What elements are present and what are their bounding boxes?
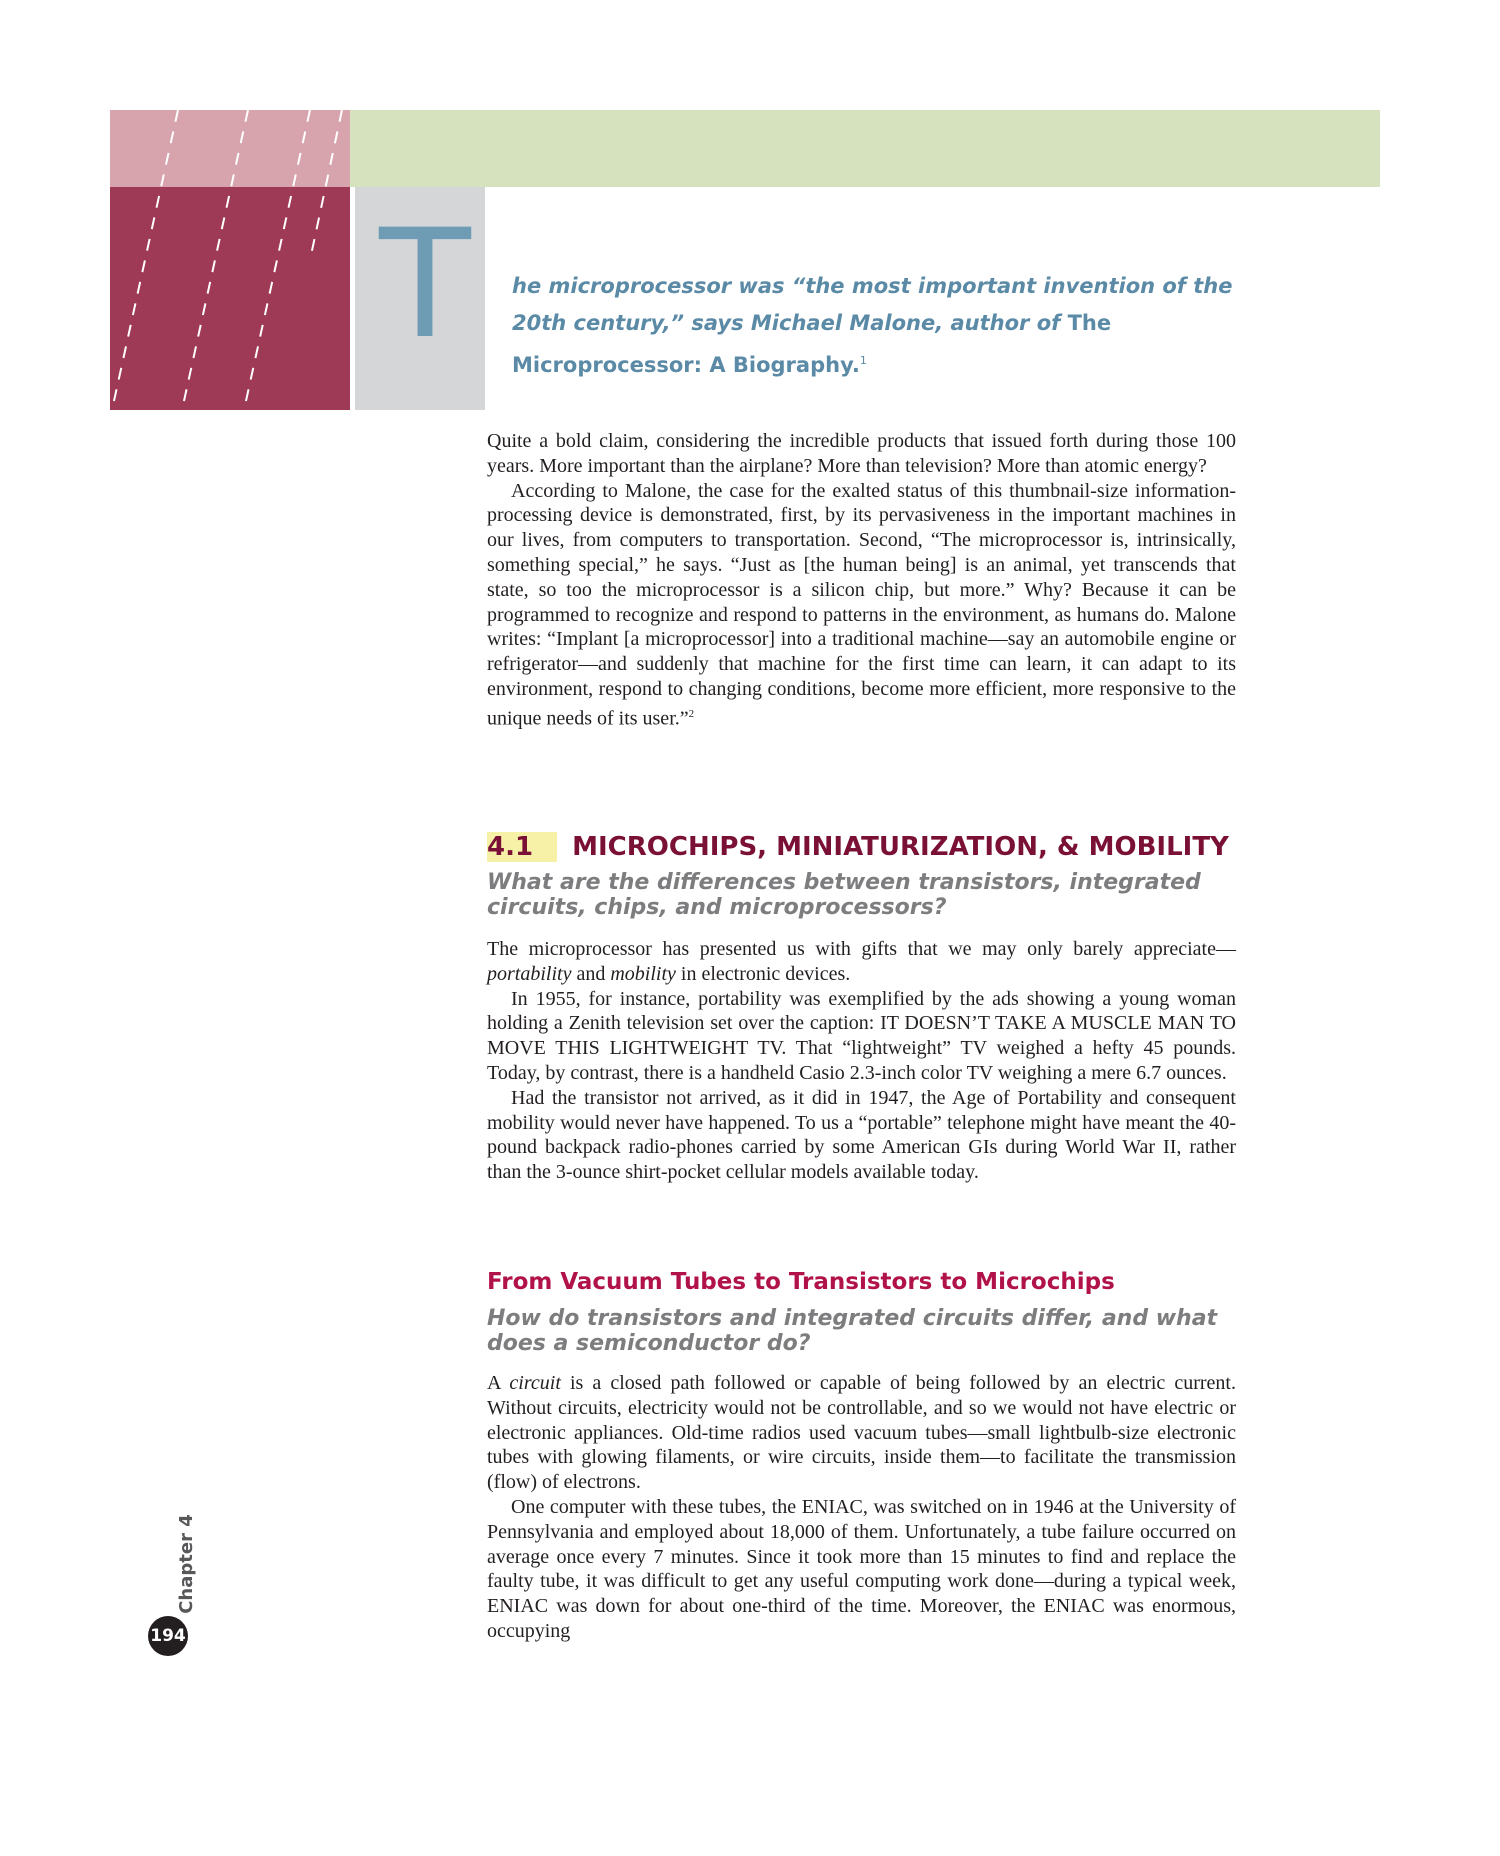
intro-body — [487, 429, 1236, 731]
intro-paragraph-2-text: According to Malone, the case for the exalted status of this thumbnail-size information-processing device is demonstrated, first, by its pervasiveness in the important machines in our lives, from computers to transportation. Second, “The microprocessor is, intrinsically, something special,” he says. “Just as [the human being] is an animal, yet transcends that state, so too the microprocessor is a silicon chip, but more.” Why? Because it can be programmed to recognize and respond to patterns in the environment, as humans do. Malone writes: “Implant [a microprocessor] into a traditional machine—say an automobile engine or refrigerator—and suddenly that machine for the first time can learn, it can adapt to its environment, respond to changing conditions, become more efficient, more responsive to the unique needs of its user.” — [487, 479, 1236, 730]
term-mobility: mobility — [610, 962, 676, 985]
subsection-body — [487, 1371, 1236, 1644]
intro-footnote-2-marker: 2 — [688, 707, 695, 720]
section-paragraph-1-text-b: in electronic devices. — [675, 962, 851, 985]
intro-quote — [512, 268, 1272, 384]
subsection-paragraph-1-text-b: is a closed path followed or capable of being followed by an electric current. Without circuits, electricity would not be controllable, and so we would not have electric or electronic appliances. Old-time radios used vacuum tubes—small lightbulb-size electronic tubes with glowing filaments, or wire circuits, inside them—to facilitate the transmission (flow) of electrons. — [487, 1372, 1236, 1494]
section-body — [487, 937, 1236, 1185]
subsection-paragraph-1-text-a: A — [487, 1372, 510, 1394]
section-question: What are the differences between transistors, integrated circuits, chips, and microprocessors? — [487, 870, 1201, 920]
subsection-heading: From Vacuum Tubes to Transistors to Microchips — [487, 1269, 1115, 1295]
section-paragraph-1 — [487, 937, 1236, 987]
intro-paragraph-1: Quite a bold claim, considering the incredible products that issued forth during those 100 years. More important than the airplane? More than television? More than atomic energy? — [487, 430, 1236, 477]
intro-paragraph-2 — [487, 479, 1236, 732]
section-paragraph-1-and: and — [571, 962, 611, 985]
section-number: 4.1 — [487, 832, 557, 862]
section-heading — [487, 830, 1267, 864]
header-band — [350, 110, 1380, 187]
page-number: 194 — [148, 1616, 188, 1656]
subsection-paragraph-2: One computer with these tubes, the ENIAC, was switched on in 1946 at the University of Pennsylvania and employed about 18,000 of them. Unfortunately, a tube failure occurred on average once every 7 minutes. Since it took more than 15 minutes to find and replace the faulty tube, it was difficult to get any useful computing work done—during a typical week, ENIAC was down for about one-third of the time. Moreover, the ENIAC was enormous, occupying — [487, 1495, 1236, 1642]
chapter-label: Chapter 4 — [176, 1514, 197, 1614]
term-portability: portability — [487, 962, 572, 985]
intro-footnote-marker: 1 — [859, 354, 867, 367]
subsection-question: How do transistors and integrated circuits differ, and what does a semiconductor do? — [487, 1306, 1218, 1356]
section-paragraph-3: Had the transistor not arrived, as it did in 1947, the Age of Portability and consequent mobility would never have happened. To us a “portable” telephone might have meant the 40-pound backpack radio-phones carried by some American GIs during World War II, rather than the 3-ounce shirt-pocket cellular models available today. — [487, 1086, 1236, 1184]
section-paragraph-2: In 1955, for instance, portability was exemplified by the ads showing a young woman holding a Zenith television set over the caption: IT DOESN’T TAKE A MUSCLE MAN TO MOVE THIS LIGHTWEIGHT TV. That “lightweight” TV weighed a hefty 45 pounds. Today, by contrast, there is a handheld Casio 2.3-inch color TV weighing a mere 6.7 ounces. — [487, 987, 1236, 1084]
diagonal-dash-pattern — [110, 110, 350, 410]
term-circuit: circuit — [509, 1372, 561, 1394]
intro-book-title: The Microprocessor: A Biography. — [512, 311, 1112, 377]
section-title: MICROCHIPS, MINIATURIZATION, & MOBILITY — [572, 832, 1229, 862]
subsection-paragraph-1 — [487, 1371, 1236, 1495]
section-paragraph-1-text-a: The microprocessor has presented us with gifts that we may only barely appreciate— — [487, 938, 1236, 960]
drop-cap: T — [379, 198, 471, 372]
intro-quote-text: he microprocessor was “the most important invention of the 20th century,” says Michael Malone, author of — [512, 274, 1233, 335]
